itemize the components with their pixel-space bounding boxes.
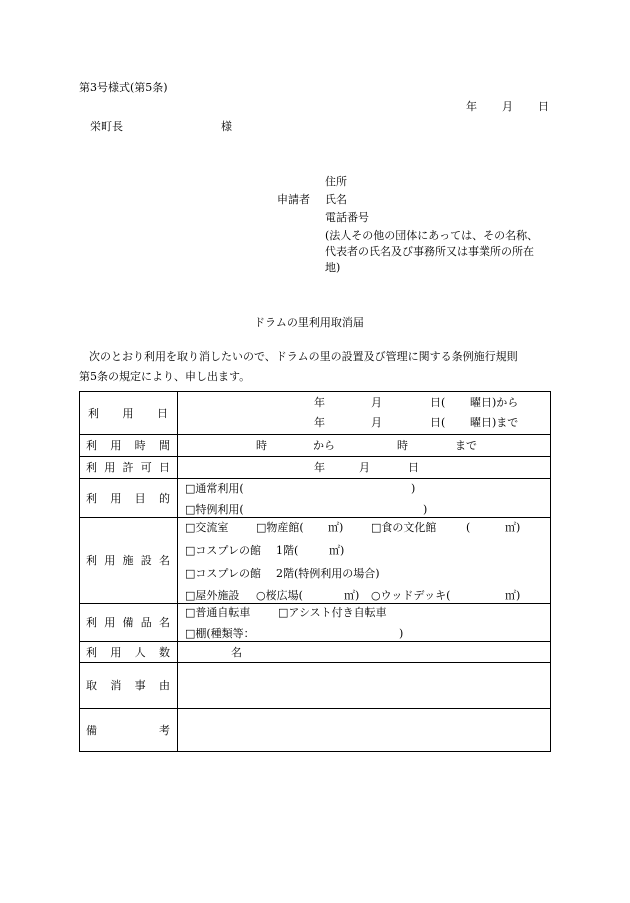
facility-wood-deck-radio[interactable]: ○ウッドデッキ( — [371, 589, 451, 602]
permit-day: 日 — [408, 461, 419, 474]
facility-sakura-square-unit: ㎡) — [344, 589, 360, 602]
honorific: 様 — [221, 120, 232, 133]
equipment-assist-bicycle-checkbox[interactable]: □アシスト付き自転車 — [278, 606, 387, 619]
purpose-regular-checkbox[interactable]: □通常利用( — [185, 482, 244, 495]
label-remarks: 備 考 — [86, 723, 170, 737]
addressee: 栄町長 — [90, 120, 123, 133]
date-from-year: 年 — [314, 396, 325, 409]
facility-wood-deck-unit: ㎡) — [505, 589, 521, 602]
date-month-label: 月 — [502, 100, 513, 113]
purpose-special-close: ) — [423, 503, 428, 516]
facility-exchange-room-checkbox[interactable]: □交流室 — [185, 521, 229, 534]
facility-cosplay-1f-checkbox[interactable]: □コスプレの館 — [185, 544, 261, 557]
facility-outdoor-checkbox[interactable]: □屋外施設 — [185, 589, 240, 602]
time-start-hour: 時 — [256, 439, 267, 452]
remarks-field[interactable] — [178, 709, 550, 751]
facility-food-culture-hall-open: ( — [466, 521, 471, 534]
facility-product-hall-unit: ㎡) — [328, 521, 344, 534]
applicant-role-label: 申請者 — [277, 193, 310, 206]
label-usage-date: 利 用 日 — [88, 406, 168, 420]
facility-food-culture-hall-checkbox[interactable]: □食の文化館 — [371, 521, 437, 534]
address-label: 住所 — [325, 175, 347, 188]
facility-cosplay-1f-floor: 1階( — [276, 544, 299, 557]
facility-sakura-square-radio[interactable]: ○桜広場( — [256, 589, 303, 602]
time-from: から — [313, 439, 335, 452]
corporate-note-line-1: (法人その他の団体にあっては、その名称、 — [325, 229, 539, 242]
form-number: 第3号様式(第5条) — [79, 81, 168, 94]
date-from-day: 日( — [430, 396, 446, 409]
body-line-2: 第5条の規定により、申し出ます。 — [79, 370, 251, 383]
date-to-day: 日( — [430, 416, 446, 429]
phone-label: 電話番号 — [325, 211, 369, 224]
date-year-label: 年 — [466, 100, 477, 113]
facility-cosplay-2f-floor: 2階(特例利用の場合) — [276, 567, 380, 580]
equipment-bicycle-checkbox[interactable]: □普通自転車 — [185, 606, 251, 619]
people-unit: 名 — [231, 646, 242, 659]
facility-cosplay-2f-checkbox[interactable]: □コスプレの館 — [185, 567, 261, 580]
label-number-of-people: 利 用 人 数 — [86, 645, 170, 659]
body-line-1: 次のとおり利用を取り消したいので、ドラムの里の設置及び管理に関する条例施行規則 — [89, 350, 518, 363]
permit-year: 年 — [314, 461, 325, 474]
equipment-shelf-close: ) — [399, 627, 404, 640]
label-usage-time: 利 用 時 間 — [86, 439, 170, 452]
label-permit-date: 利 用 許 可 日 — [86, 461, 170, 474]
label-equipment-name: 利 用 備 品 名 — [86, 616, 170, 629]
time-end-hour: 時 — [397, 439, 408, 452]
purpose-regular-close: ) — [411, 482, 416, 495]
label-cancel-reason: 取 消 事 由 — [86, 679, 170, 692]
corporate-note-line-3: 地) — [325, 261, 341, 274]
document-title: ドラムの里利用取消届 — [254, 316, 364, 329]
time-until: まで — [455, 439, 477, 452]
name-label: 氏名 — [325, 193, 347, 206]
date-to-month: 月 — [371, 416, 382, 429]
date-from-weekday: 曜日)から — [470, 396, 519, 409]
date-to-year: 年 — [314, 416, 325, 429]
facility-food-culture-hall-unit: ㎡) — [505, 521, 521, 534]
cancel-reason-field[interactable] — [178, 663, 550, 708]
permit-month: 月 — [359, 461, 370, 474]
date-day-label: 日 — [538, 100, 549, 113]
equipment-shelf-checkbox[interactable]: □棚(種類等： — [185, 627, 255, 640]
facility-cosplay-1f-unit: ㎡) — [329, 544, 345, 557]
corporate-note-line-2: 代表者の氏名及び事務所又は事業所の所在 — [325, 245, 534, 258]
date-to-weekday: 曜日)まで — [470, 416, 519, 429]
label-facility-name: 利 用 施 設 名 — [86, 554, 170, 567]
facility-product-hall-checkbox[interactable]: □物産館( — [256, 521, 304, 534]
purpose-special-checkbox[interactable]: □特例利用( — [185, 503, 244, 516]
label-usage-purpose: 利 用 目 的 — [86, 491, 170, 505]
date-from-month: 月 — [371, 396, 382, 409]
